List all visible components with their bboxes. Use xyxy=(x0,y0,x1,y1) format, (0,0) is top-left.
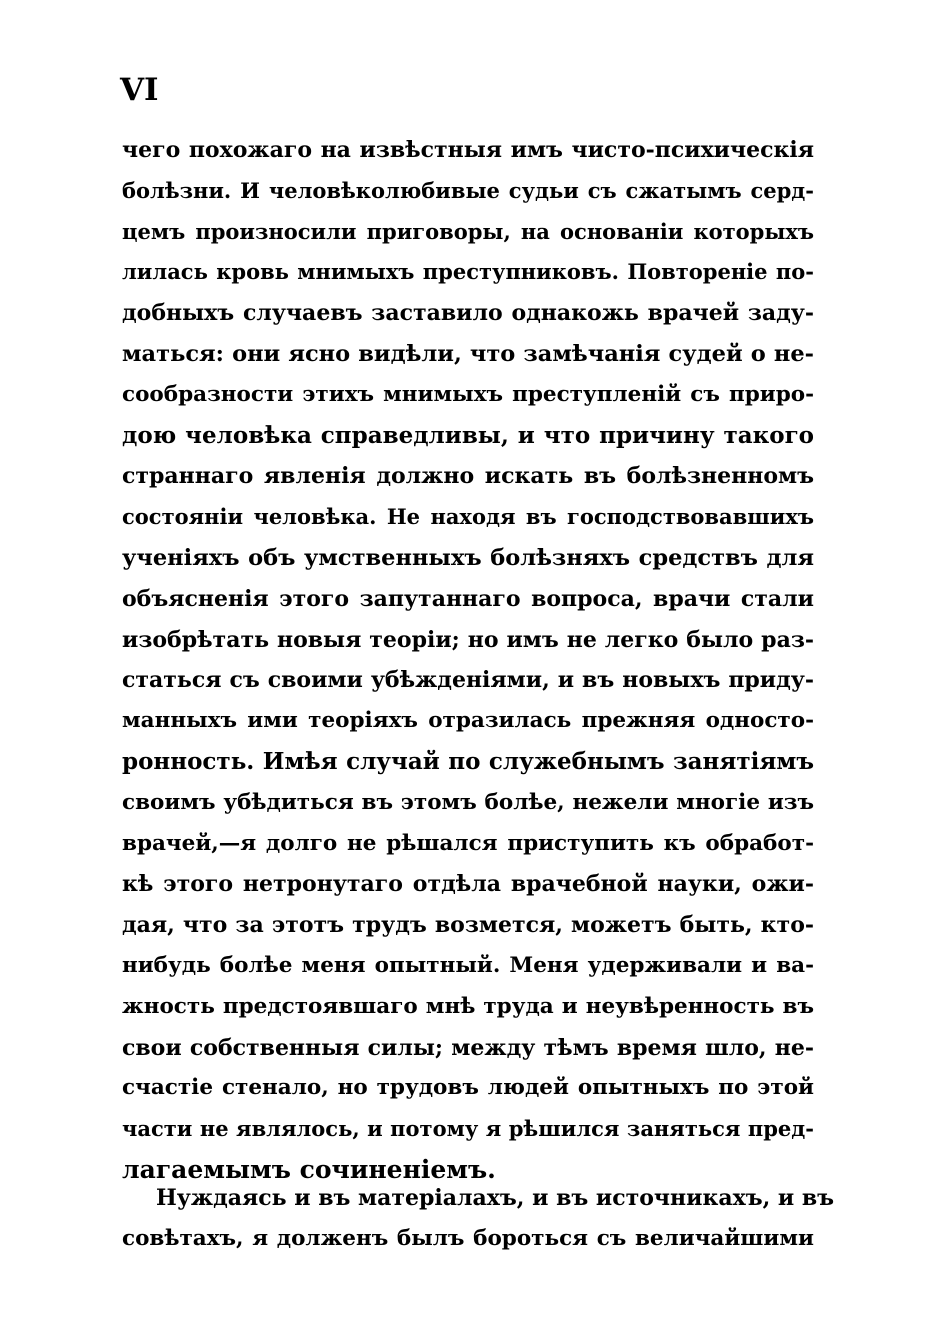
page-number: VI xyxy=(120,72,159,108)
text-line: свои собственныя силы; между тѣмъ время шло, не- xyxy=(122,1034,814,1061)
text-line: состояніи человѣка. Не находя въ господствовавшихъ xyxy=(122,504,814,530)
text-line: маться: они ясно видѣли, что замѣчанія судей о не- xyxy=(122,340,814,367)
text-line: совѣтахъ, я долженъ былъ бороться съ величайшими xyxy=(122,1225,814,1251)
text-line: статься съ своими убѣжденіями, и въ новыхъ приду- xyxy=(122,667,814,694)
text-line: лилась кровь мнимыхъ преступниковъ. Повтореніе по- xyxy=(122,259,814,285)
text-line: Нуждаясь и въ матеріалахъ, и въ источникахъ, и въ xyxy=(156,1185,835,1211)
text-line: цемъ произносили приговоры, на основаніи которыхъ xyxy=(122,218,814,244)
text-line: своимъ убѣдиться въ этомъ болѣе, нежели многіе изъ xyxy=(122,789,814,815)
text-line: дою человѣка справедливы, и что причину такого xyxy=(122,421,814,449)
text-line: ронность. Имѣя случай по служебнымъ занятіямъ xyxy=(122,747,814,775)
text-line: счастіе стенало, но трудовъ людей опытныхъ по этой xyxy=(122,1075,814,1101)
text-line: части не являлось, и потому я рѣшился заняться пред- xyxy=(122,1116,814,1142)
text-line: изобрѣтать новыя теоріи; но имъ не легко было раз- xyxy=(122,626,814,653)
text-line: лагаемымъ сочиненіемъ. xyxy=(122,1154,496,1184)
text-line: объясненія этого запутаннаго вопроса, врачи стали xyxy=(122,585,814,612)
text-line: кѣ этого нетронутаго отдѣла врачебной науки, ожи- xyxy=(122,871,814,898)
text-line: болѣзни. И человѣколюбивые судьи съ сжатымъ серд- xyxy=(122,177,814,203)
text-line: жность предстоявшаго мнѣ труда и неувѣренность въ xyxy=(122,993,814,1019)
text-line: чего похожаго на извѣстныя имъ чисто-психическія xyxy=(122,137,814,163)
text-line: дая, что за этотъ трудъ возмется, можетъ быть, кто- xyxy=(122,912,814,939)
text-line: манныхъ ими теоріяхъ отразилась прежняя односто- xyxy=(122,708,814,734)
text-line: врачей,—я долго не рѣшался приступить къ обработ- xyxy=(122,830,814,856)
paragraph-1 xyxy=(122,130,814,1191)
paragraph-2 xyxy=(122,1178,835,1260)
text-line: ученіяхъ объ умственныхъ болѣзняхъ средствъ для xyxy=(122,544,814,571)
text-line: страннаго явленія должно искать въ болѣзненномъ xyxy=(122,463,814,490)
text-line: сообразности этихъ мнимыхъ преступленій съ приро- xyxy=(122,381,814,407)
text-line: нибудь болѣе меня опытный. Меня удерживали и ва- xyxy=(122,952,814,978)
text-line: добныхъ случаевъ заставило однакожь врачей заду- xyxy=(122,300,814,327)
